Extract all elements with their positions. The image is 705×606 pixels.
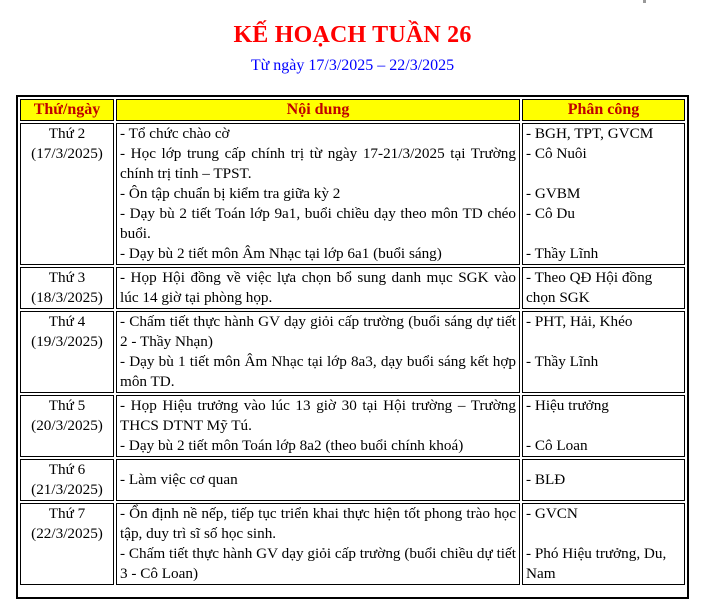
content-item: - Dạy bù 2 tiết môn Âm Nhạc tại lớp 6a1 (buổi sáng): [120, 245, 442, 262]
assign-spacer: [526, 416, 681, 436]
table-row: [20, 123, 685, 265]
content-cell: [116, 267, 520, 309]
weekly-plan-table: [18, 97, 687, 587]
assign-item: - Theo QĐ Hội đồng chọn SGK: [526, 269, 653, 306]
table-row: [20, 459, 685, 501]
content-item: - Họp Hội đồng về việc lựa chọn bổ sung danh mục SGK vào lúc 14 giờ tại phòng họp.: [120, 269, 516, 306]
table-row: [20, 395, 685, 457]
content-item: - Tổ chức chào cờ: [120, 125, 230, 142]
day-date: (17/3/2025): [31, 145, 103, 162]
content-cell: [116, 503, 520, 585]
assign-spacer: [526, 332, 681, 352]
day-cell: [20, 311, 114, 393]
day-name: Thứ 3: [48, 269, 86, 286]
assign-item: - Cô Nuôi: [526, 145, 587, 162]
assign-item: - Hiệu trưởng: [526, 397, 609, 414]
content-cell: [116, 459, 520, 501]
content-item: - Ổn định nề nếp, tiếp tục triển khai thực hiện tốt phong trào học tập, duy trì sĩ số học sinh.: [120, 505, 516, 542]
page-subtitle: Từ ngày 17/3/2025 – 22/3/2025: [250, 57, 455, 74]
assign-cell: [522, 311, 685, 393]
assign-cell: [522, 503, 685, 585]
assign-item: - Phó Hiệu trưởng, Du, Nam: [526, 545, 667, 582]
day-date: (19/3/2025): [31, 333, 103, 350]
page-title: KẾ HOẠCH TUẦN 26: [233, 22, 472, 48]
table-row: [20, 503, 685, 585]
day-name: Thứ 2: [48, 125, 86, 142]
content-item: - Chấm tiết thực hành GV dạy giỏi cấp trường (buổi chiều dự tiết 3 - Cô Loan): [120, 545, 516, 582]
day-date: (20/3/2025): [31, 417, 103, 434]
day-date: (22/3/2025): [31, 525, 103, 542]
day-name: Thứ 5: [48, 397, 86, 414]
content-item: - Ôn tập chuẩn bị kiểm tra giữa kỳ 2: [120, 185, 341, 202]
content-item: - Dạy bù 1 tiết môn Âm Nhạc tại lớp 8a3, dạy buổi sáng kết hợp môn TD.: [120, 353, 516, 390]
assign-cell: [522, 459, 685, 501]
assign-cell: [522, 267, 685, 309]
content-cell: [116, 395, 520, 457]
column-header-day: Thứ/ngày: [20, 99, 114, 121]
corner-dot: [643, 0, 646, 3]
assign-cell: [522, 123, 685, 265]
assign-item: - BGH, TPT, GVCM: [526, 125, 654, 142]
content-item: - Học lớp trung cấp chính trị từ ngày 17-21/3/2025 tại Trường chính trị tỉnh – TPST.: [120, 145, 516, 182]
assign-item: - GVBM: [526, 185, 581, 202]
day-cell: [20, 123, 114, 265]
content-item: - Họp Hiệu trưởng vào lúc 13 giờ 30 tại Hội trường – Trường THCS DTNT Mỹ Tú.: [120, 397, 516, 434]
content-item: - Dạy bù 2 tiết Toán lớp 9a1, buổi chiều dạy theo môn TD chéo buổi.: [120, 205, 516, 242]
assign-spacer: [526, 524, 681, 544]
content-item: - Dạy bù 2 tiết môn Toán lớp 8a2 (theo buổi chính khoá): [120, 437, 464, 454]
assign-item: - GVCN: [526, 505, 578, 522]
assign-item: - BLĐ: [526, 471, 566, 488]
column-header-assign: Phân công: [522, 99, 685, 121]
day-date: (18/3/2025): [31, 289, 103, 306]
assign-cell: [522, 395, 685, 457]
day-name: Thứ 6: [48, 461, 86, 478]
day-cell: [20, 459, 114, 501]
day-name: Thứ 7: [48, 505, 86, 522]
assign-item: - Cô Du: [526, 205, 575, 222]
content-item: - Làm việc cơ quan: [120, 471, 238, 488]
content-cell: [116, 123, 520, 265]
day-date: (21/3/2025): [31, 481, 103, 498]
day-cell: [20, 267, 114, 309]
content-cell: [116, 311, 520, 393]
table-row: [20, 267, 685, 309]
assign-spacer: [526, 224, 681, 244]
day-cell: [20, 503, 114, 585]
assign-item: - Thầy Lĩnh: [526, 353, 599, 370]
content-item: - Chấm tiết thực hành GV dạy giỏi cấp trường (buổi sáng dự tiết 2 - Thầy Nhạn): [120, 313, 516, 350]
assign-item: - Cô Loan: [526, 437, 588, 454]
column-header-content: Nội dung: [116, 99, 520, 121]
day-cell: [20, 395, 114, 457]
day-name: Thứ 4: [48, 313, 86, 330]
assign-spacer: [526, 164, 681, 184]
table-header-row: [20, 99, 685, 121]
assign-item: - Thầy Lĩnh: [526, 245, 599, 262]
assign-item: - PHT, Hải, Khéo: [526, 313, 633, 330]
table-row: [20, 311, 685, 393]
